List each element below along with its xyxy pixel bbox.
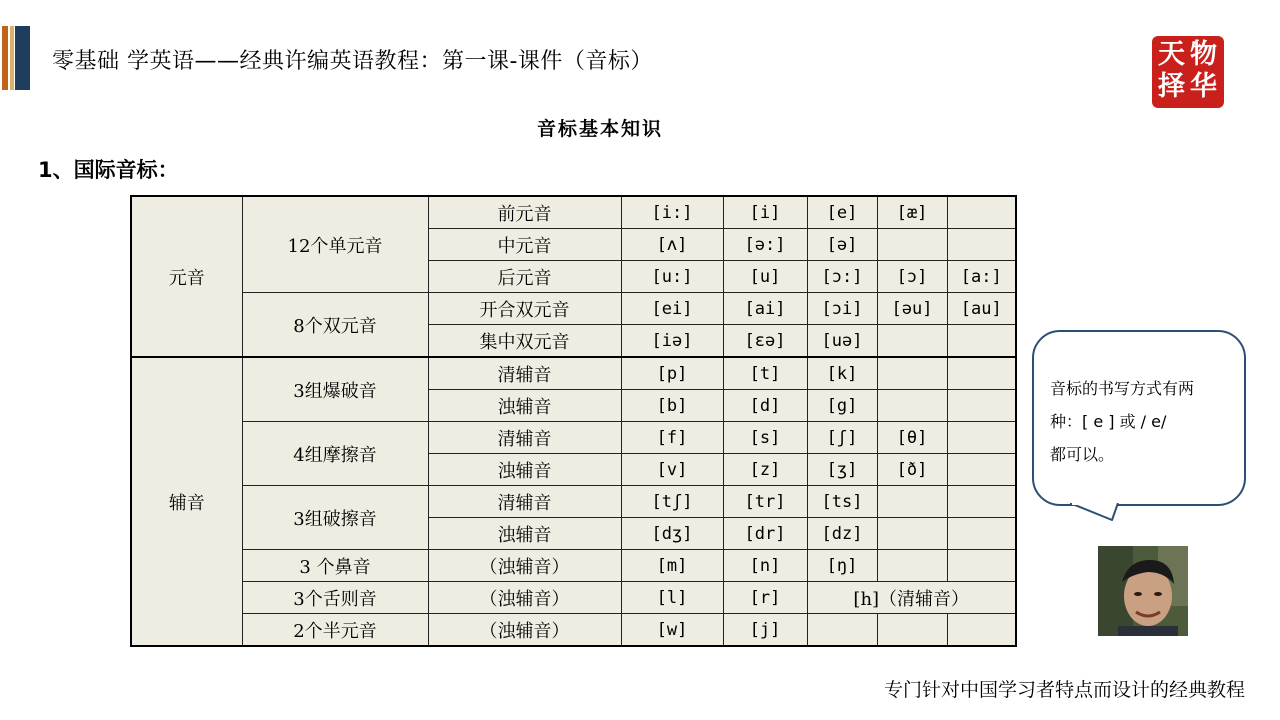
symbol-cell: [ɔi] <box>807 293 877 325</box>
subgroup-laterals: 3个舌则音 <box>242 582 428 614</box>
subgroup-nasals: 3 个鼻音 <box>242 550 428 582</box>
symbol-cell <box>947 486 1016 518</box>
row-label: 前元音 <box>428 196 621 229</box>
row-label: 清辅音 <box>428 422 621 454</box>
symbol-cell: [j] <box>723 614 807 647</box>
logo-char: 择 <box>1158 71 1185 102</box>
row-label: 清辅音 <box>428 486 621 518</box>
symbol-cell: [ə] <box>807 229 877 261</box>
symbol-cell: [dʒ] <box>621 518 723 550</box>
row-label: 开合双元音 <box>428 293 621 325</box>
symbol-cell: [ai] <box>723 293 807 325</box>
row-label: 清辅音 <box>428 357 621 390</box>
symbol-cell <box>877 357 947 390</box>
symbol-cell: [p] <box>621 357 723 390</box>
subgroup-plosives: 3组爆破音 <box>242 357 428 422</box>
symbol-cell: [əu] <box>877 293 947 325</box>
subgroup-affricates: 3组破擦音 <box>242 486 428 550</box>
subgroup-monophthongs: 12个单元音 <box>242 196 428 293</box>
row-label: 中元音 <box>428 229 621 261</box>
symbol-cell <box>877 325 947 358</box>
group-consonants: 辅音 <box>131 357 242 646</box>
subgroup-semivowels: 2个半元音 <box>242 614 428 647</box>
logo-seal <box>1152 36 1224 108</box>
slide-title: 零基础 学英语——经典许编英语教程：第一课-课件（音标） <box>52 49 653 74</box>
symbol-cell: [v] <box>621 454 723 486</box>
symbol-cell: [ʌ] <box>621 229 723 261</box>
row-label: 浊辅音 <box>428 518 621 550</box>
section-heading: 1、国际音标： <box>38 158 179 182</box>
row-label: 集中双元音 <box>428 325 621 358</box>
symbol-cell: [iə] <box>621 325 723 358</box>
table-row <box>131 422 1016 454</box>
symbol-cell: [ɔ] <box>877 261 947 293</box>
footer-tagline: 专门针对中国学习者特点而设计的经典教程 <box>883 679 1245 701</box>
row-label: （浊辅音） <box>428 614 621 647</box>
subgroup-diphthongs: 8个双元音 <box>242 293 428 358</box>
phonetic-table <box>130 195 1017 647</box>
symbol-cell: [ə:] <box>723 229 807 261</box>
title-accent-bar <box>2 26 30 90</box>
symbol-cell: [i:] <box>621 196 723 229</box>
symbol-cell: [æ] <box>877 196 947 229</box>
symbol-cell <box>947 196 1016 229</box>
symbol-cell: [θ] <box>877 422 947 454</box>
symbol-cell <box>947 325 1016 358</box>
symbol-cell <box>877 486 947 518</box>
row-label: 浊辅音 <box>428 454 621 486</box>
symbol-cell: [s] <box>723 422 807 454</box>
symbol-cell: [l] <box>621 582 723 614</box>
table-row <box>131 357 1016 390</box>
symbol-cell <box>947 614 1016 647</box>
symbol-cell: [dr] <box>723 518 807 550</box>
table-row <box>131 614 1016 647</box>
symbol-cell <box>947 454 1016 486</box>
symbol-cell <box>807 614 877 647</box>
symbol-cell <box>877 518 947 550</box>
speech-bubble-text: 音标的书写方式有两 种：[ e ] 或 / e/ 都可以。 <box>1050 379 1195 464</box>
symbol-cell: [g] <box>807 390 877 422</box>
symbol-cell: [d] <box>723 390 807 422</box>
symbol-cell: [au] <box>947 293 1016 325</box>
symbol-cell: [dz] <box>807 518 877 550</box>
symbol-cell <box>947 518 1016 550</box>
symbol-cell: [ð] <box>877 454 947 486</box>
slide-subtitle: 音标基本知识 <box>536 118 663 140</box>
symbol-cell <box>947 422 1016 454</box>
row-label: （浊辅音） <box>428 582 621 614</box>
presenter-portrait <box>1098 546 1188 636</box>
table-row <box>131 196 1016 229</box>
logo-char: 物 <box>1190 39 1217 70</box>
subgroup-fricatives: 4组摩擦音 <box>242 422 428 486</box>
symbol-cell: [ŋ] <box>807 550 877 582</box>
row-label: 后元音 <box>428 261 621 293</box>
symbol-cell: [ʃ] <box>807 422 877 454</box>
symbol-cell <box>947 357 1016 390</box>
table-row <box>131 293 1016 325</box>
row-label: （浊辅音） <box>428 550 621 582</box>
symbol-cell <box>947 550 1016 582</box>
logo-char: 华 <box>1190 71 1217 102</box>
symbol-cell: [z] <box>723 454 807 486</box>
symbol-cell: [ɔ:] <box>807 261 877 293</box>
symbol-cell: [u:] <box>621 261 723 293</box>
symbol-cell: [uə] <box>807 325 877 358</box>
table-row <box>131 550 1016 582</box>
symbol-cell <box>877 550 947 582</box>
symbol-cell: [tʃ] <box>621 486 723 518</box>
symbol-cell: [k] <box>807 357 877 390</box>
symbol-cell: [ʒ] <box>807 454 877 486</box>
symbol-cell: [tr] <box>723 486 807 518</box>
group-vowels: 元音 <box>131 196 242 357</box>
symbol-cell: [u] <box>723 261 807 293</box>
speech-bubble-tail <box>1070 503 1120 523</box>
symbol-cell: [n] <box>723 550 807 582</box>
symbol-cell <box>877 614 947 647</box>
table-row <box>131 486 1016 518</box>
symbol-cell: [εə] <box>723 325 807 358</box>
symbol-cell: [t] <box>723 357 807 390</box>
symbol-cell: [f] <box>621 422 723 454</box>
symbol-cell <box>947 390 1016 422</box>
symbol-cell: [w] <box>621 614 723 647</box>
row-label: 浊辅音 <box>428 390 621 422</box>
symbol-cell: [m] <box>621 550 723 582</box>
table-row <box>131 582 1016 614</box>
symbol-cell <box>877 390 947 422</box>
symbol-cell-merged: [h]（清辅音） <box>807 582 1016 614</box>
symbol-cell: [e] <box>807 196 877 229</box>
logo-char: 天 <box>1158 39 1185 70</box>
symbol-cell: [ei] <box>621 293 723 325</box>
symbol-cell: [b] <box>621 390 723 422</box>
symbol-cell: [i] <box>723 196 807 229</box>
symbol-cell: [r] <box>723 582 807 614</box>
symbol-cell: [ts] <box>807 486 877 518</box>
symbol-cell: [a:] <box>947 261 1016 293</box>
symbol-cell <box>947 229 1016 261</box>
symbol-cell <box>877 229 947 261</box>
